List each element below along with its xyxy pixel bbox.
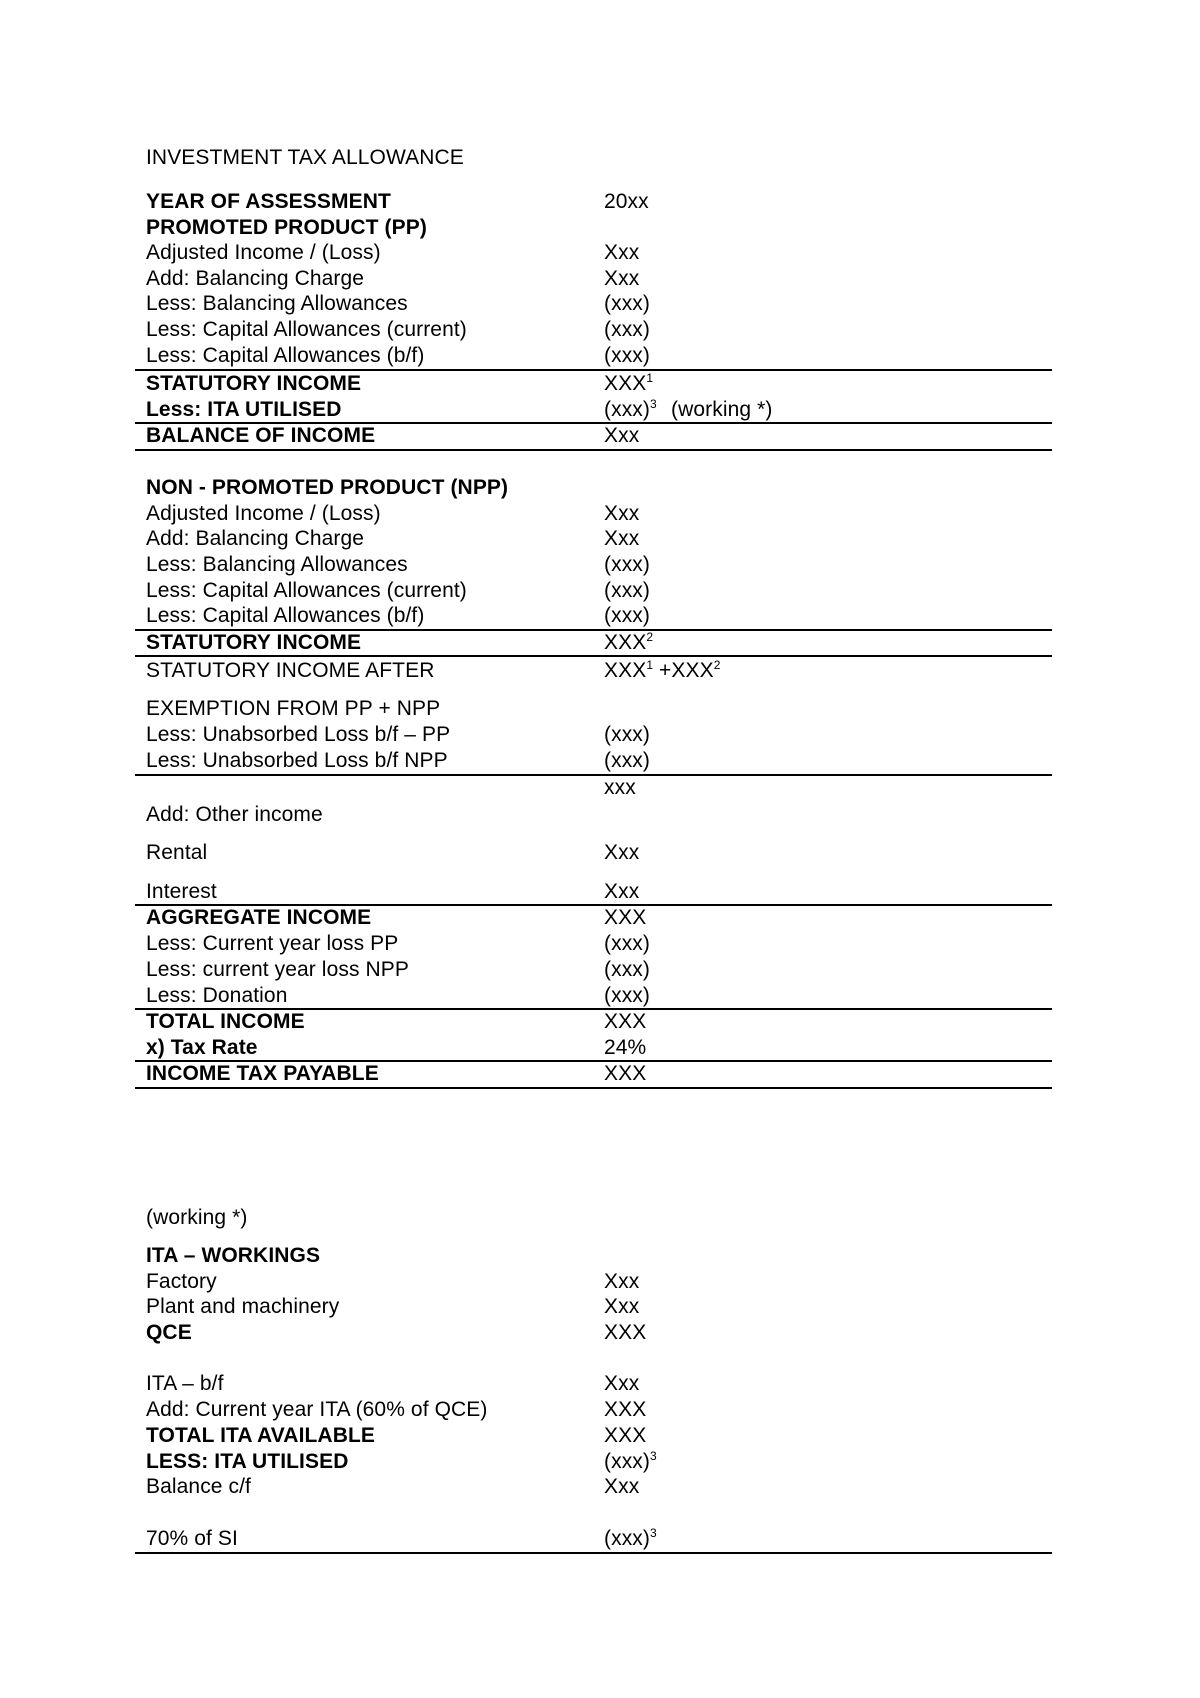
total-income-label: TOTAL INCOME bbox=[146, 1010, 305, 1033]
pp-statutory-income-label: STATUTORY INCOME bbox=[146, 372, 362, 395]
pp-ita-utilised-label: Less: ITA UTILISED bbox=[146, 398, 342, 421]
pp-heading: PROMOTED PRODUCT (PP) bbox=[146, 216, 427, 239]
seventy-percent-si-label: 70% of SI bbox=[146, 1527, 238, 1550]
pp-row-value: Xxx bbox=[604, 241, 640, 264]
pp-row-value: (xxx) bbox=[604, 292, 650, 315]
pp-row-value: (xxx) bbox=[604, 318, 650, 341]
qce-value: XXX bbox=[604, 1321, 647, 1344]
income-tax-payable-value: XXX bbox=[604, 1062, 647, 1085]
aggregate-row-value: (xxx) bbox=[604, 932, 650, 955]
exemption-label: EXEMPTION FROM PP + NPP bbox=[146, 697, 441, 720]
ita-utilised-label: LESS: ITA UTILISED bbox=[146, 1450, 349, 1473]
npp-row-value: (xxx) bbox=[604, 553, 650, 576]
unabsorbed-loss-value: (xxx) bbox=[604, 749, 650, 772]
npp-row-value: Xxx bbox=[604, 527, 640, 550]
pp-balance-of-income-value: Xxx bbox=[604, 424, 640, 447]
aggregate-income-label: AGGREGATE INCOME bbox=[146, 906, 372, 929]
unabsorbed-loss-label: Less: Unabsorbed Loss b/f NPP bbox=[146, 749, 448, 772]
subtotal-value: xxx bbox=[604, 776, 636, 799]
total-ita-available-value: XXX bbox=[604, 1424, 647, 1447]
pp-row-label: Less: Capital Allowances (current) bbox=[146, 318, 467, 341]
unabsorbed-loss-value: (xxx) bbox=[604, 723, 650, 746]
npp-row-value: Xxx bbox=[604, 502, 640, 525]
ita-workings-heading: ITA – WORKINGS bbox=[146, 1244, 321, 1267]
total-income-value: XXX bbox=[604, 1010, 647, 1033]
ita-bf-value: Xxx bbox=[604, 1372, 640, 1395]
unabsorbed-loss-label: Less: Unabsorbed Loss b/f – PP bbox=[146, 723, 451, 746]
year-of-assessment-value: 20xx bbox=[604, 190, 649, 213]
current-year-ita-label: Add: Current year ITA (60% of QCE) bbox=[146, 1398, 488, 1421]
factory-value: Xxx bbox=[604, 1270, 640, 1293]
plant-machinery-value: Xxx bbox=[604, 1295, 640, 1318]
total-ita-available-label: TOTAL ITA AVAILABLE bbox=[146, 1424, 375, 1447]
npp-row-label: Less: Capital Allowances (current) bbox=[146, 579, 467, 602]
balance-cf-value: Xxx bbox=[604, 1475, 640, 1498]
pp-row-label: Add: Balancing Charge bbox=[146, 267, 365, 290]
aggregate-row-label: Less: Current year loss PP bbox=[146, 932, 399, 955]
npp-row-label: Add: Balancing Charge bbox=[146, 527, 365, 550]
divider bbox=[135, 1087, 1052, 1089]
npp-row-label: Less: Capital Allowances (b/f) bbox=[146, 604, 425, 627]
balance-cf-label: Balance c/f bbox=[146, 1475, 251, 1498]
working-reference: (working *) bbox=[146, 1206, 248, 1229]
divider bbox=[135, 449, 1052, 451]
npp-heading: NON - PROMOTED PRODUCT (NPP) bbox=[146, 476, 509, 499]
pp-statutory-income-value: XXX$^1$ bbox=[604, 371, 654, 395]
factory-label: Factory bbox=[146, 1270, 217, 1293]
interest-label: Interest bbox=[146, 880, 217, 903]
tax-rate-label: x) Tax Rate bbox=[146, 1036, 258, 1059]
pp-balance-of-income-label: BALANCE OF INCOME bbox=[146, 424, 376, 447]
interest-value: Xxx bbox=[604, 880, 640, 903]
rental-value: Xxx bbox=[604, 841, 640, 864]
pp-ita-working-note: (working *) bbox=[671, 398, 773, 421]
divider bbox=[135, 774, 1052, 776]
other-income-label: Add: Other income bbox=[146, 803, 323, 826]
divider bbox=[135, 655, 1052, 657]
income-tax-payable-label: INCOME TAX PAYABLE bbox=[146, 1062, 379, 1085]
divider bbox=[135, 369, 1052, 371]
document-title: INVESTMENT TAX ALLOWANCE bbox=[146, 146, 464, 169]
pp-row-value: (xxx) bbox=[604, 344, 650, 367]
statutory-income-after-label: STATUTORY INCOME AFTER bbox=[146, 659, 435, 682]
ita-bf-label: ITA – b/f bbox=[146, 1372, 224, 1395]
pp-row-label: Less: Balancing Allowances bbox=[146, 292, 408, 315]
pp-ita-utilised-value: (xxx)$^3$ bbox=[604, 397, 657, 421]
npp-row-value: (xxx) bbox=[604, 604, 650, 627]
aggregate-income-value: XXX bbox=[604, 906, 647, 929]
npp-row-label: Adjusted Income / (Loss) bbox=[146, 502, 381, 525]
npp-row-value: (xxx) bbox=[604, 579, 650, 602]
statutory-income-after-value: $XXX^1 +XXX^2$ bbox=[604, 658, 721, 682]
aggregate-row-value: (xxx) bbox=[604, 958, 650, 981]
npp-row-label: Less: Balancing Allowances bbox=[146, 553, 408, 576]
aggregate-row-label: Less: current year loss NPP bbox=[146, 958, 409, 981]
current-year-ita-value: XXX bbox=[604, 1398, 647, 1421]
pp-row-label: Less: Capital Allowances (b/f) bbox=[146, 344, 425, 367]
tax-rate-value: 24% bbox=[604, 1036, 647, 1059]
npp-statutory-income-value: XXX$^2$ bbox=[604, 630, 654, 654]
aggregate-row-label: Less: Donation bbox=[146, 984, 288, 1007]
pp-row-label: Adjusted Income / (Loss) bbox=[146, 241, 381, 264]
year-of-assessment-label: YEAR OF ASSESSMENT bbox=[146, 190, 391, 213]
qce-label: QCE bbox=[146, 1321, 192, 1344]
npp-statutory-income-label: STATUTORY INCOME bbox=[146, 631, 362, 654]
aggregate-row-value: (xxx) bbox=[604, 984, 650, 1007]
divider bbox=[135, 1552, 1052, 1554]
rental-label: Rental bbox=[146, 841, 208, 864]
seventy-percent-si-value: (xxx)$^3$ bbox=[604, 1526, 657, 1550]
plant-machinery-label: Plant and machinery bbox=[146, 1295, 340, 1318]
ita-utilised-value: (xxx)$^3$ bbox=[604, 1449, 657, 1473]
pp-row-value: Xxx bbox=[604, 267, 640, 290]
